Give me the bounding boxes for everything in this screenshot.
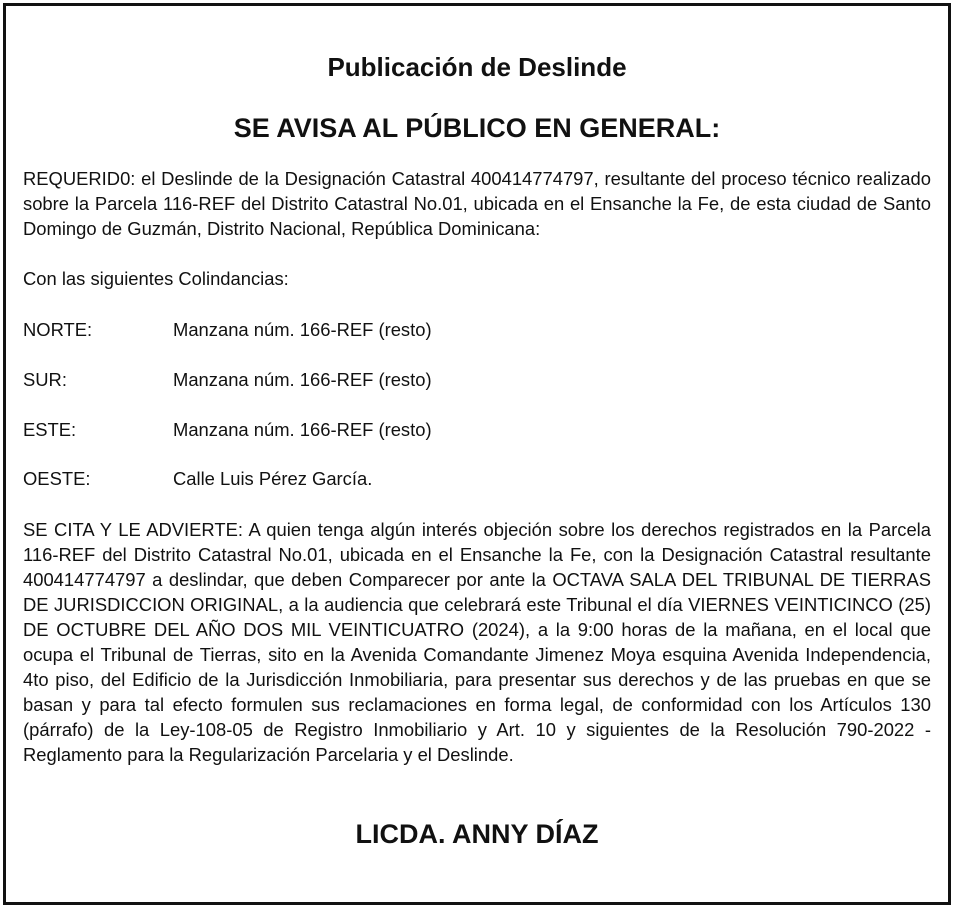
- colindancia-label: ESTE:: [23, 419, 77, 440]
- colindancia-norte: [23, 317, 931, 342]
- notice-subtitle: SE AVISA AL PÚBLICO EN GENERAL:: [233, 113, 721, 143]
- colindancia-value: Manzana núm. 166-REF (resto): [173, 319, 432, 340]
- colindancia-este: [23, 417, 931, 442]
- colindancia-sur: [23, 367, 931, 392]
- colindancia-label: OESTE:: [23, 468, 91, 489]
- colindancia-label: SUR:: [23, 369, 67, 390]
- cita-paragraph: SE CITA Y LE ADVIERTE: A quien tenga algún interés objeción sobre los derechos registrados en la Parcela 116-REF del Distrito Catastral No.01, ubicada en el Ensanche la Fe, con la Designación Catastral resultante 400414774797 a deslindar, que deben Comparecer por ante la OCTAVA SALA DEL TRIBUNAL DE TIERRAS DE JURISDICCION ORIGINAL, a la audiencia que celebrará este Tribunal el día VIERNES VEINTICINCO (25) DE OCTUBRE DEL AÑO DOS MIL VEINTICUATRO (2024), a la 9:00 horas de la mañana, en el local que ocupa el Tribunal de Tierras, sito en la Avenida Comandante Jimenez Moya esquina Avenida Independencia, 4to piso, del Edificio de la Jurisdicción Inmobiliaria, para presentar sus derechos y de las pruebas en que se basan y para tal efecto formulen sus reclamaciones en forma legal, de conformidad con los Artículos 130 (párrafo) de la Ley-108-05 de Registro Inmobiliario y Art. 10 y siguientes de la Resolución 790-2022 - Reglamento para la Regularización Parcelaria y el Deslinde.: [23, 519, 931, 765]
- colindancias-intro: Con las siguientes Colindancias:: [23, 268, 289, 289]
- notice-frame: [3, 3, 951, 905]
- notice-title: Publicación de Deslinde: [327, 52, 627, 82]
- colindancia-oeste: [23, 466, 931, 491]
- colindancia-value: Manzana núm. 166-REF (resto): [173, 369, 432, 390]
- colindancia-value: Calle Luis Pérez García.: [173, 468, 373, 489]
- signature: LICDA. ANNY DÍAZ: [355, 819, 599, 849]
- colindancia-value: Manzana núm. 166-REF (resto): [173, 419, 432, 440]
- requerido-paragraph: REQUERID0: el Deslinde de la Designación Catastral 400414774797, resultante del proceso técnico realizado sobre la Parcela 116-REF del Distrito Catastral No.01, ubicada en el Ensanche la Fe, de esta ciudad de Santo Domingo de Guzmán, Distrito Nacional, República Dominicana:: [23, 168, 931, 239]
- colindancia-label: NORTE:: [23, 319, 93, 340]
